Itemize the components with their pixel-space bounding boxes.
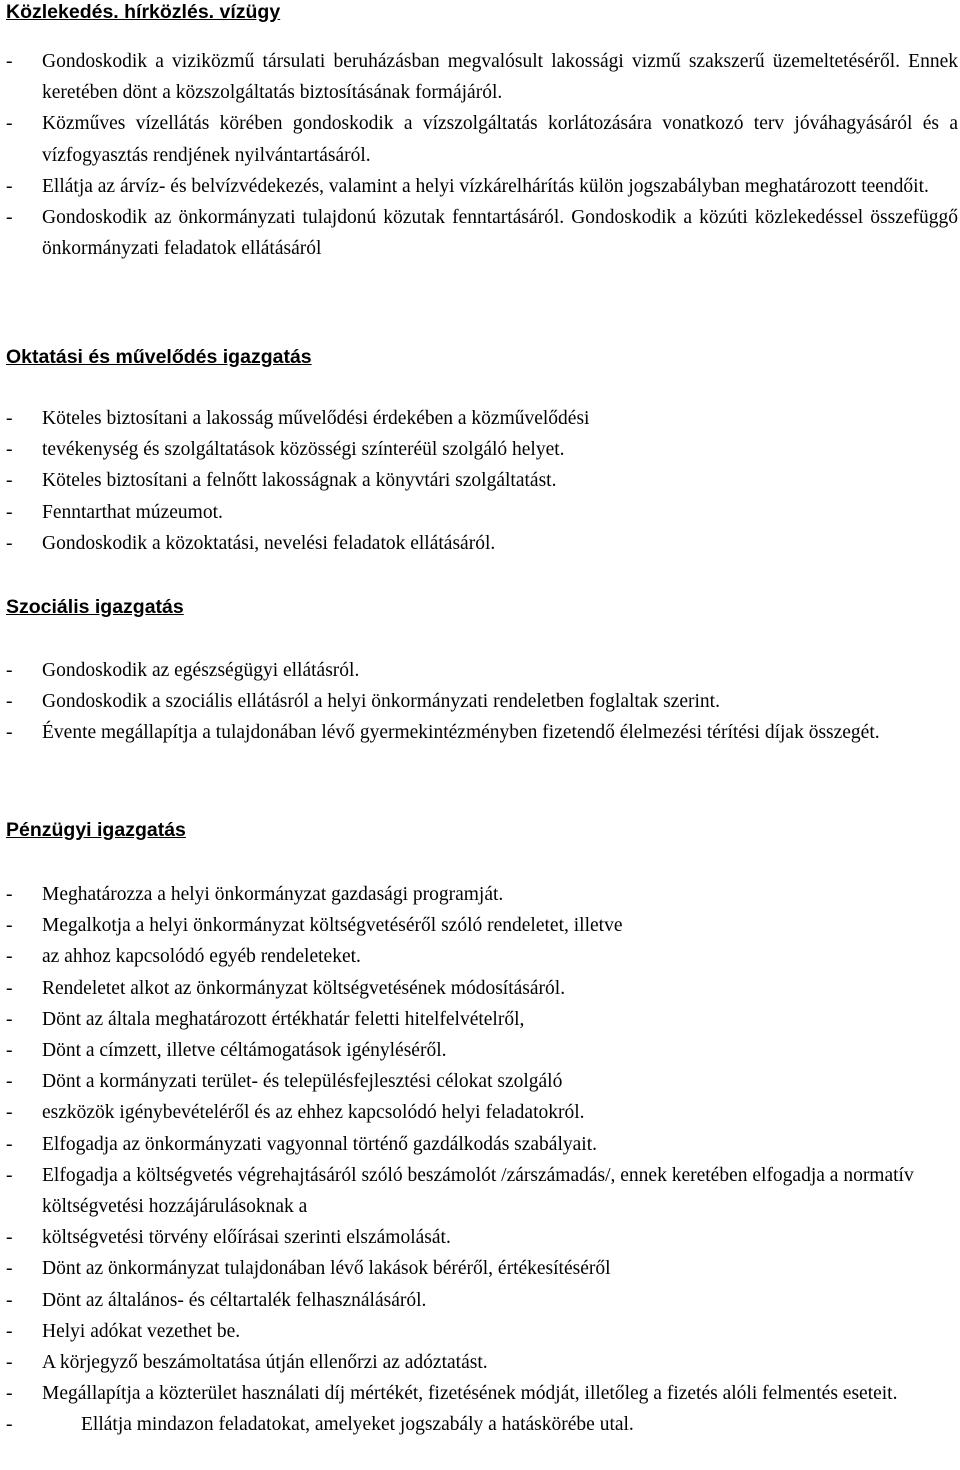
bullet-dash: - <box>6 113 13 135</box>
bullet-dash: - <box>6 1320 13 1342</box>
section-list-oktatas <box>0 403 960 559</box>
bullet-dash: - <box>6 1383 13 1405</box>
list-item: - Köteles biztosítani a felnőtt lakosságnak a könyvtári szolgáltatást. <box>0 465 960 496</box>
section-heading-penzugyi: Pénzügyi igazgatás <box>6 819 186 841</box>
bullet-dash: - <box>6 722 13 744</box>
list-item: - Elfogadja a költségvetés végrehajtásáról szóló beszámolót /zárszámadás/, ennek keretében elfogadja a normatív költségvetési hozzájárulásoknak a <box>0 1160 960 1222</box>
bullet-dash: - <box>6 532 13 554</box>
list-item: - Elfogadja az önkormányzati vagyonnal történő gazdálkodás szabályait. <box>0 1129 960 1160</box>
list-item: - Ellátja az árvíz- és belvízvédekezés, valamint a helyi vízkárelhárítás külön jogszabályban meghatározott teendőit. <box>0 171 960 202</box>
section-list-penzugyi <box>0 879 960 1441</box>
list-item: - Gondoskodik az egészségügyi ellátásról. <box>0 655 960 686</box>
bullet-dash: - <box>6 408 13 429</box>
list-item: - Dönt a kormányzati terület- és településfejlesztési célokat szolgáló <box>0 1066 960 1097</box>
list-item: - az ahhoz kapcsolódó egyéb rendeleteket. <box>0 941 960 972</box>
bullet-dash: - <box>6 660 13 681</box>
list-item: - Meghatározza a helyi önkormányzat gazdasági programját. <box>0 879 960 910</box>
bullet-dash: - <box>6 1352 13 1374</box>
bullet-dash: - <box>6 51 13 72</box>
list-item: - Dönt az általa meghatározott értékhatár feletti hitelfelvételről, <box>0 1004 960 1035</box>
bullet-dash: - <box>6 915 13 937</box>
bullet-dash: - <box>6 884 13 905</box>
section-heading-kozlekedes: Közlekedés. hírközlés. vízügy <box>6 1 281 23</box>
bullet-dash: - <box>6 977 13 999</box>
list-item: - eszközök igénybevételéről és az ehhez kapcsolódó helyi feladatokról. <box>0 1097 960 1128</box>
list-item: - költségvetési törvény előírásai szerinti elszámolását. <box>0 1222 960 1253</box>
list-item: - Dönt a címzett, illetve céltámogatások igényléséről. <box>0 1035 960 1066</box>
list-item: - Gondoskodik a szociális ellátásról a helyi önkormányzati rendeletben foglaltak szerint. <box>0 686 960 717</box>
list-item: - A körjegyző beszámoltatása útján ellenőrzi az adóztatást. <box>0 1347 960 1378</box>
bullet-dash: - <box>6 1289 13 1311</box>
bullet-dash: - <box>6 501 13 523</box>
list-item: - Fenntarthat múzeumot. <box>0 497 960 528</box>
list-item: - Köteles biztosítani a lakosság művelődési érdekében a közművelődési <box>0 403 960 434</box>
section-heading-szocialis: Szociális igazgatás <box>6 596 184 618</box>
list-item: - Helyi adókat vezethet be. <box>0 1316 960 1347</box>
bullet-dash: - <box>6 207 13 229</box>
section-list-szocialis <box>0 655 960 749</box>
bullet-dash: - <box>6 1133 13 1155</box>
bullet-dash: - <box>6 1008 13 1030</box>
bullet-dash: - <box>6 946 13 968</box>
list-item: - Dönt az önkormányzat tulajdonában lévő lakások béréről, értékesítéséről <box>0 1253 960 1284</box>
bullet-dash: - <box>6 470 13 492</box>
bullet-dash: - <box>6 1040 13 1062</box>
section-list-kozlekedes <box>0 46 960 264</box>
list-item: - Közműves vízellátás körében gondoskodik a vízszolgáltatás korlátozására vonatkozó terv jóváhagyásáról és a vízfogyasztás rendjének nyilvántartásáról. <box>0 108 960 170</box>
list-item: - Ellátja mindazon feladatokat, amelyeket jogszabály a hatáskörébe utal. <box>0 1409 960 1440</box>
bullet-dash: - <box>6 1258 13 1280</box>
list-item: - Rendeletet alkot az önkormányzat költségvetésének módosításáról. <box>0 973 960 1004</box>
section-heading-oktatas: Oktatási és művelődés igazgatás <box>6 346 312 368</box>
list-item: - tevékenység és szolgáltatások közösségi színteréül szolgáló helyet. <box>0 434 960 465</box>
bullet-dash: - <box>6 439 13 461</box>
list-item: - Gondoskodik a közoktatási, nevelési feladatok ellátásáról. <box>0 528 960 559</box>
list-item: - Dönt az általános- és céltartalék felhasználásáról. <box>0 1285 960 1316</box>
list-item: - Megalkotja a helyi önkormányzat költségvetéséről szóló rendeletet, illetve <box>0 910 960 941</box>
bullet-dash: - <box>6 175 13 197</box>
bullet-dash: - <box>6 691 13 713</box>
bullet-dash: - <box>6 1102 13 1124</box>
bullet-dash: - <box>6 1227 13 1249</box>
list-item: - Megállapítja a közterület használati díj mértékét, fizetésének módját, illetőleg a fizetés alóli felmentés eseteit. <box>0 1378 960 1409</box>
bullet-dash: - <box>6 1164 13 1186</box>
list-item: - Gondoskodik az önkormányzati tulajdonú közutak fenntartásáról. Gondoskodik a közúti közlekedéssel összefüggő önkormányzati feladatok ellátásáról <box>0 202 960 264</box>
list-item: - Évente megállapítja a tulajdonában lévő gyermekintézményben fizetendő élelmezési térítési díjak összegét. <box>0 717 960 748</box>
bullet-dash: - <box>6 1071 13 1093</box>
bullet-dash: - <box>6 1414 13 1436</box>
list-item: - Gondoskodik a viziközmű társulati beruházásban megvalósult lakossági vizmű szakszerű üzemeltetéséről. Ennek keretében dönt a közszolgáltatás biztosításának formájáról. <box>0 46 960 108</box>
